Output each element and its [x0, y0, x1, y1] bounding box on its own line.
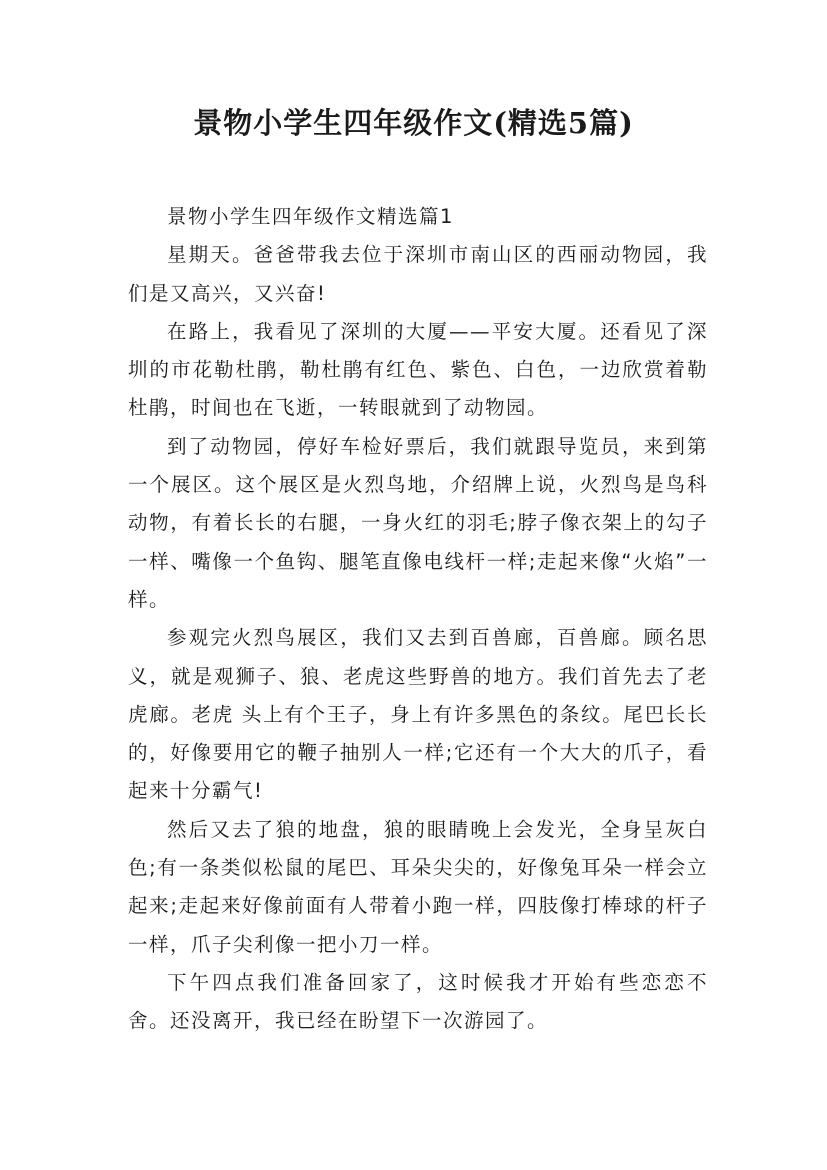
- document-body: [128, 198, 708, 1041]
- paragraph: 到了动物园，停好车检好票后，我们就跟导览员，来到第一个展区。这个展区是火烈鸟地，介绍牌上说，火烈鸟是鸟科动物，有着长长的右腿，一身火红的羽毛;脖子像衣架上的勾子一样、嘴像一个鱼钩、腿笔直像电线杆一样;走起来像“火焰”一样。: [128, 434, 708, 611]
- section-heading: 景物小学生四年级作文精选篇1: [167, 205, 454, 228]
- paragraph: 在路上，我看见了深圳的大厦——平安大厦。还看见了深圳的市花勒杜鹃，勒杜鹃有红色、紫色、白色，一边欣赏着勒杜鹃，时间也在飞逝，一转眼就到了动物园。: [128, 319, 708, 420]
- paragraph: 下午四点我们准备回家了，这时候我才开始有些恋恋不舍。还没离开，我已经在盼望下一次游园了。: [128, 970, 708, 1033]
- paragraph: 然后又去了狼的地盘，狼的眼睛晚上会发光，全身呈灰白色;有一条类似松鼠的尾巴、耳朵尖尖的，好像兔耳朵一样会立起来;走起来好像前面有人带着小跑一样，四肢像打棒球的杆子一样，爪子尖利像一把小刀一样。: [128, 817, 708, 956]
- paragraph: 参观完火烈鸟展区，我们又去到百兽廊，百兽廊。顾名思义，就是观狮子、狼、老虎这些野兽的地方。我们首先去了老虎廊。老虎 头上有个王子，身上有许多黑色的条纹。尾巴长长的，好像要用它的鞭子抽别人一样;它还有一个大大的爪子，看起来十分霸气!: [128, 626, 708, 803]
- paragraph: 星期天。爸爸带我去位于深圳市南山区的西丽动物园，我们是又高兴，又兴奋!: [128, 243, 708, 305]
- document-title: 景物小学生四年级作文(精选5篇): [193, 106, 634, 140]
